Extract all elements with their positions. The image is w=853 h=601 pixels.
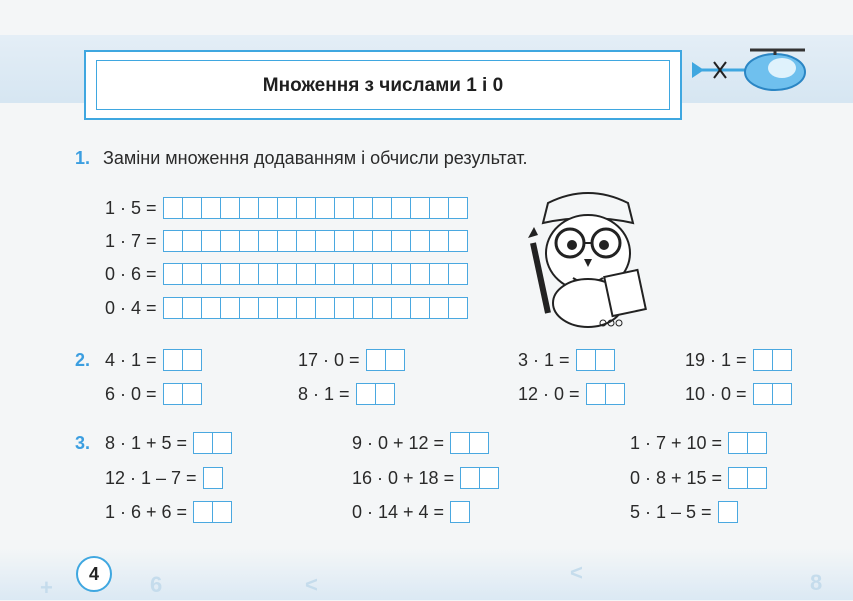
expression-label: 1 · 5 =: [105, 197, 157, 218]
answer-cell[interactable]: [258, 197, 278, 219]
answer-cells: [366, 349, 405, 371]
task-2-item: [105, 382, 202, 406]
answer-cell[interactable]: [220, 263, 240, 285]
answer-cell[interactable]: [193, 501, 213, 523]
expression-label: 3 · 1 =: [518, 349, 570, 370]
answer-cells: [460, 467, 499, 489]
expression-label: 16 · 0 + 18 =: [352, 467, 455, 488]
answer-cell[interactable]: [391, 263, 411, 285]
answer-cell[interactable]: [753, 383, 773, 405]
answer-cell[interactable]: [728, 432, 748, 454]
expression-label: 1 · 7 =: [105, 230, 157, 251]
title-banner: [96, 60, 670, 110]
expression-label: 8 · 1 + 5 =: [105, 432, 188, 453]
answer-cell[interactable]: [239, 297, 259, 319]
answer-cell[interactable]: [277, 197, 297, 219]
answer-cell[interactable]: [220, 297, 240, 319]
digit-decoration-2: 8: [810, 570, 823, 595]
answer-cell[interactable]: [182, 297, 202, 319]
task-2-item: [298, 382, 395, 406]
answer-cell[interactable]: [450, 501, 470, 523]
answer-cell[interactable]: [201, 230, 221, 252]
task-3-item: [352, 500, 470, 524]
answer-cells: [586, 383, 625, 405]
answer-cell[interactable]: [296, 297, 316, 319]
answer-cell[interactable]: [277, 230, 297, 252]
answer-cell[interactable]: [353, 230, 373, 252]
answer-cell[interactable]: [315, 197, 335, 219]
answer-cells: [163, 349, 202, 371]
answer-cells: [356, 383, 395, 405]
answer-cell[interactable]: [728, 467, 748, 489]
task-1-row: [105, 196, 468, 220]
answer-cell[interactable]: [353, 297, 373, 319]
answer-cell[interactable]: [366, 349, 386, 371]
answer-cell[interactable]: [747, 432, 767, 454]
task-2-item: [105, 348, 202, 372]
answer-cell[interactable]: [277, 263, 297, 285]
answer-cell[interactable]: [479, 467, 499, 489]
expression-label: 6 · 0 =: [105, 383, 157, 404]
answer-cell[interactable]: [410, 230, 430, 252]
answer-cells: [728, 432, 767, 454]
expression-label: 0 · 4 =: [105, 297, 157, 318]
answer-cell[interactable]: [182, 197, 202, 219]
task-2-item: [685, 348, 792, 372]
answer-cells: [450, 501, 470, 523]
answer-cell[interactable]: [277, 297, 297, 319]
answer-cell[interactable]: [448, 197, 468, 219]
expression-label: 0 · 8 + 15 =: [630, 467, 723, 488]
answer-cell[interactable]: [182, 349, 202, 371]
answer-cell[interactable]: [315, 230, 335, 252]
expression-label: 12 · 0 =: [518, 383, 580, 404]
answer-cell[interactable]: [429, 297, 449, 319]
expression-label: 17 · 0 =: [298, 349, 360, 370]
answer-cell[interactable]: [163, 230, 183, 252]
answer-cell[interactable]: [448, 230, 468, 252]
answer-cells: [193, 432, 232, 454]
expression-label: 1 · 6 + 6 =: [105, 501, 188, 522]
answer-cell[interactable]: [163, 383, 183, 405]
answer-cell[interactable]: [410, 197, 430, 219]
answer-cell[interactable]: [372, 263, 392, 285]
answer-cell[interactable]: [220, 197, 240, 219]
answer-cells: [718, 501, 738, 523]
digit-decoration: 6: [150, 572, 163, 597]
page-number: 4: [76, 556, 112, 592]
answer-cells: [163, 197, 468, 219]
answer-cell[interactable]: [410, 297, 430, 319]
answer-cells: [193, 501, 232, 523]
answer-cell[interactable]: [203, 467, 223, 489]
answer-cell[interactable]: [410, 263, 430, 285]
expression-label: 1 · 7 + 10 =: [630, 432, 723, 453]
answer-cells: [163, 263, 468, 285]
answer-cell[interactable]: [469, 432, 489, 454]
expression-label: 19 · 1 =: [685, 349, 747, 370]
expression-label: 0 · 6 =: [105, 263, 157, 284]
answer-cell[interactable]: [385, 349, 405, 371]
answer-cell[interactable]: [239, 230, 259, 252]
answer-cell[interactable]: [334, 230, 354, 252]
answer-cell[interactable]: [315, 297, 335, 319]
answer-cell[interactable]: [718, 501, 738, 523]
answer-cell[interactable]: [258, 230, 278, 252]
less-than-decoration-2: <: [570, 560, 583, 585]
task-3-item: [630, 466, 767, 490]
answer-cell[interactable]: [163, 349, 183, 371]
owl-illustration: [518, 183, 658, 333]
answer-cell[interactable]: [372, 230, 392, 252]
answer-cell[interactable]: [429, 230, 449, 252]
expression-label: 4 · 1 =: [105, 349, 157, 370]
task-2-item: [298, 348, 405, 372]
answer-cell[interactable]: [753, 349, 773, 371]
task-3-item: [105, 500, 232, 524]
plus-decoration: +: [40, 575, 53, 600]
task-3-item: [105, 466, 223, 490]
expression-label: 10 · 0 =: [685, 383, 747, 404]
page-title: Множення з числами 1 і 0: [262, 75, 504, 96]
answer-cells: [163, 297, 468, 319]
answer-cell[interactable]: [372, 197, 392, 219]
answer-cells: [450, 432, 489, 454]
answer-cells: [728, 467, 767, 489]
task-2-number: 2.: [75, 350, 91, 370]
answer-cell[interactable]: [212, 432, 232, 454]
task-2-item: [685, 382, 792, 406]
task-2-item: [518, 382, 625, 406]
answer-cells: [753, 349, 792, 371]
answer-cell[interactable]: [296, 263, 316, 285]
answer-cell[interactable]: [391, 297, 411, 319]
answer-cell[interactable]: [605, 383, 625, 405]
answer-cell[interactable]: [586, 383, 606, 405]
answer-cell[interactable]: [296, 197, 316, 219]
task-1-instruction: Заміни множення додаванням і обчисли результат.: [103, 148, 528, 168]
answer-cell[interactable]: [334, 197, 354, 219]
answer-cells: [163, 383, 202, 405]
task-1-row: [105, 296, 468, 320]
answer-cell[interactable]: [450, 432, 470, 454]
answer-cell[interactable]: [258, 263, 278, 285]
answer-cell[interactable]: [460, 467, 480, 489]
answer-cell[interactable]: [772, 349, 792, 371]
task-3-item: [630, 500, 738, 524]
answer-cell[interactable]: [334, 263, 354, 285]
task-3-number: 3.: [75, 433, 91, 453]
task-1-row: [105, 262, 468, 286]
answer-cell[interactable]: [448, 263, 468, 285]
answer-cell[interactable]: [163, 297, 183, 319]
footer-band: [0, 548, 853, 600]
answer-cells: [163, 230, 468, 252]
answer-cell[interactable]: [201, 263, 221, 285]
answer-cell[interactable]: [182, 263, 202, 285]
expression-label: 9 · 0 + 12 =: [352, 432, 445, 453]
expression-label: 0 · 14 + 4 =: [352, 501, 445, 522]
answer-cell[interactable]: [212, 501, 232, 523]
answer-cell[interactable]: [353, 263, 373, 285]
answer-cell[interactable]: [239, 197, 259, 219]
answer-cell[interactable]: [372, 297, 392, 319]
answer-cell[interactable]: [182, 230, 202, 252]
answer-cells: [203, 467, 223, 489]
task-1-row: [105, 229, 468, 253]
answer-cell[interactable]: [296, 230, 316, 252]
answer-cell[interactable]: [576, 349, 596, 371]
answer-cell[interactable]: [353, 197, 373, 219]
answer-cell[interactable]: [315, 263, 335, 285]
task-3-item: [352, 431, 489, 455]
answer-cell[interactable]: [258, 297, 278, 319]
answer-cell[interactable]: [391, 197, 411, 219]
task-3-item: [352, 466, 499, 490]
answer-cell[interactable]: [595, 349, 615, 371]
answer-cell[interactable]: [163, 197, 183, 219]
answer-cell[interactable]: [163, 263, 183, 285]
expression-label: 8 · 1 =: [298, 383, 350, 404]
task-1-number: 1.: [75, 148, 91, 168]
answer-cell[interactable]: [220, 230, 240, 252]
expression-label: 12 · 1 – 7 =: [105, 467, 197, 488]
answer-cell[interactable]: [201, 297, 221, 319]
answer-cell[interactable]: [334, 297, 354, 319]
less-than-decoration: <: [305, 572, 318, 597]
answer-cells: [576, 349, 615, 371]
answer-cell[interactable]: [391, 230, 411, 252]
task-3-item: [630, 431, 767, 455]
answer-cell[interactable]: [772, 383, 792, 405]
answer-cell[interactable]: [429, 197, 449, 219]
answer-cell[interactable]: [375, 383, 395, 405]
answer-cell[interactable]: [429, 263, 449, 285]
answer-cell[interactable]: [193, 432, 213, 454]
task-2-item: [518, 348, 615, 372]
answer-cell[interactable]: [356, 383, 376, 405]
answer-cell[interactable]: [201, 197, 221, 219]
answer-cell[interactable]: [239, 263, 259, 285]
answer-cell[interactable]: [747, 467, 767, 489]
answer-cell[interactable]: [448, 297, 468, 319]
answer-cell[interactable]: [182, 383, 202, 405]
answer-cells: [753, 383, 792, 405]
expression-label: 5 · 1 – 5 =: [630, 501, 712, 522]
task-3-item: [105, 431, 232, 455]
helicopter-icon: [690, 40, 810, 100]
